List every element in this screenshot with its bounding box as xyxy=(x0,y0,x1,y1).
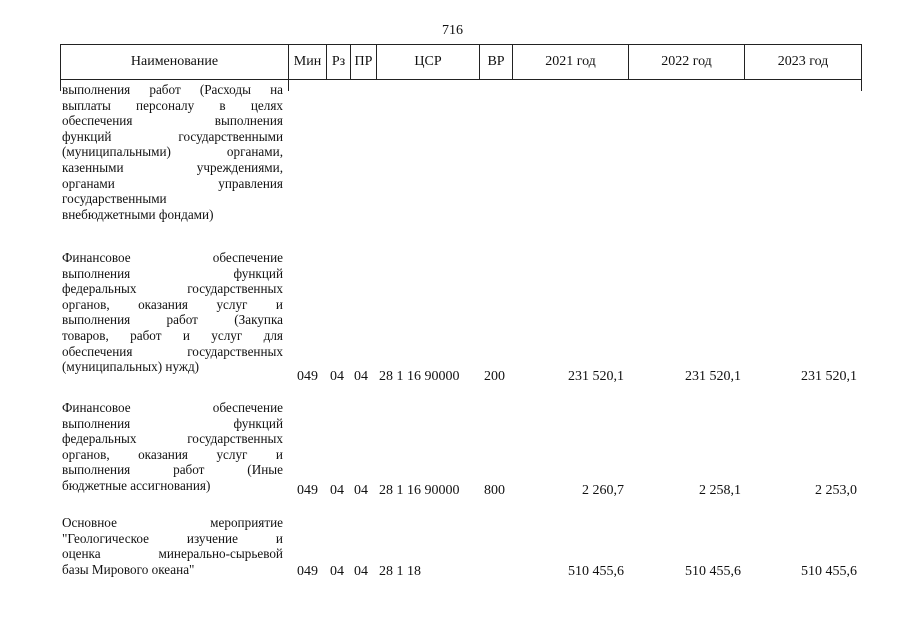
name-line: казенными учреждениями, xyxy=(62,159,283,175)
cell-2021: 2 260,7 xyxy=(582,483,624,498)
name-line: государственными xyxy=(62,191,167,207)
cell-2022: 510 455,6 xyxy=(685,564,741,579)
cell-2021: 510 455,6 xyxy=(568,564,624,579)
cell-2023: 231 520,1 xyxy=(801,369,857,384)
name-line: органами управления xyxy=(62,175,283,191)
header-2023: 2023 год xyxy=(777,54,829,69)
name-line: функций государственными xyxy=(62,128,283,144)
cell-rz: 04 xyxy=(330,564,344,579)
cell-min: 049 xyxy=(297,369,318,384)
name-line: (муниципальных) нужд) xyxy=(62,359,200,375)
row-name xyxy=(62,515,283,577)
header-pr: ПР xyxy=(351,45,377,79)
name-line: внебюджетными фондами) xyxy=(62,206,214,222)
cell-pr: 04 xyxy=(354,369,368,384)
cell-rz: 04 xyxy=(330,483,344,498)
row-name xyxy=(62,250,283,375)
column-rule xyxy=(60,79,61,91)
header-2022: 2022 год xyxy=(629,45,745,79)
cell-pr: 04 xyxy=(354,483,368,498)
name-line: "Геологическое изучение и xyxy=(62,530,283,546)
cell-min: 049 xyxy=(297,483,318,498)
header-name: Наименование xyxy=(61,45,289,79)
row-name xyxy=(62,82,283,222)
cell-csr: 28 1 18 xyxy=(379,564,421,579)
column-rule xyxy=(861,79,862,91)
name-line: выполнения функций xyxy=(62,415,283,431)
name-line: органов, оказания услуг и xyxy=(62,446,283,462)
name-line: федеральных государственных xyxy=(62,431,283,447)
name-line: выполнения работ (Расходы на xyxy=(62,82,283,97)
name-line: Финансовое обеспечение xyxy=(62,250,283,265)
row-name xyxy=(62,400,283,494)
name-line: обеспечения выполнения xyxy=(62,113,283,129)
name-line: выполнения работ (Закупка xyxy=(62,312,283,328)
name-line: органов, оказания услуг и xyxy=(62,296,283,312)
name-line: обеспечения государственных xyxy=(62,343,283,359)
cell-2023: 2 253,0 xyxy=(815,483,857,498)
name-line: базы Мирового океана" xyxy=(62,561,195,577)
cell-min: 049 xyxy=(297,564,318,579)
cell-2022: 231 520,1 xyxy=(685,369,741,384)
name-line: Основное мероприятие xyxy=(62,515,283,530)
header-vr: ВР xyxy=(480,45,513,79)
name-line: выполнения функций xyxy=(62,265,283,281)
column-rule xyxy=(288,79,289,91)
cell-rz: 04 xyxy=(330,369,344,384)
cell-2022: 2 258,1 xyxy=(699,483,741,498)
cell-csr: 28 1 16 90000 xyxy=(379,369,460,384)
header-rz: Рз xyxy=(327,45,351,79)
cell-vr: 800 xyxy=(484,483,505,498)
name-line: выплаты персоналу в целях xyxy=(62,97,283,113)
cell-pr: 04 xyxy=(354,564,368,579)
cell-2023: 510 455,6 xyxy=(801,564,857,579)
header-csr: ЦСР xyxy=(377,45,480,79)
name-line: Финансовое обеспечение xyxy=(62,400,283,415)
page-number: 716 xyxy=(442,23,463,38)
cell-csr: 28 1 16 90000 xyxy=(379,483,460,498)
cell-2021: 231 520,1 xyxy=(568,369,624,384)
cell-vr: 200 xyxy=(484,369,505,384)
name-line: оценка минерально-сырьевой xyxy=(62,546,283,562)
name-line: федеральных государственных xyxy=(62,281,283,297)
table-header xyxy=(60,44,862,80)
header-2021: 2021 год xyxy=(513,45,629,79)
name-line: (муниципальными) органами, xyxy=(62,144,283,160)
name-line: товаров, работ и услуг для xyxy=(62,327,283,343)
name-line: выполнения работ (Иные xyxy=(62,462,283,478)
name-line: бюджетные ассигнования) xyxy=(62,477,211,493)
header-min: Мин xyxy=(289,45,327,79)
